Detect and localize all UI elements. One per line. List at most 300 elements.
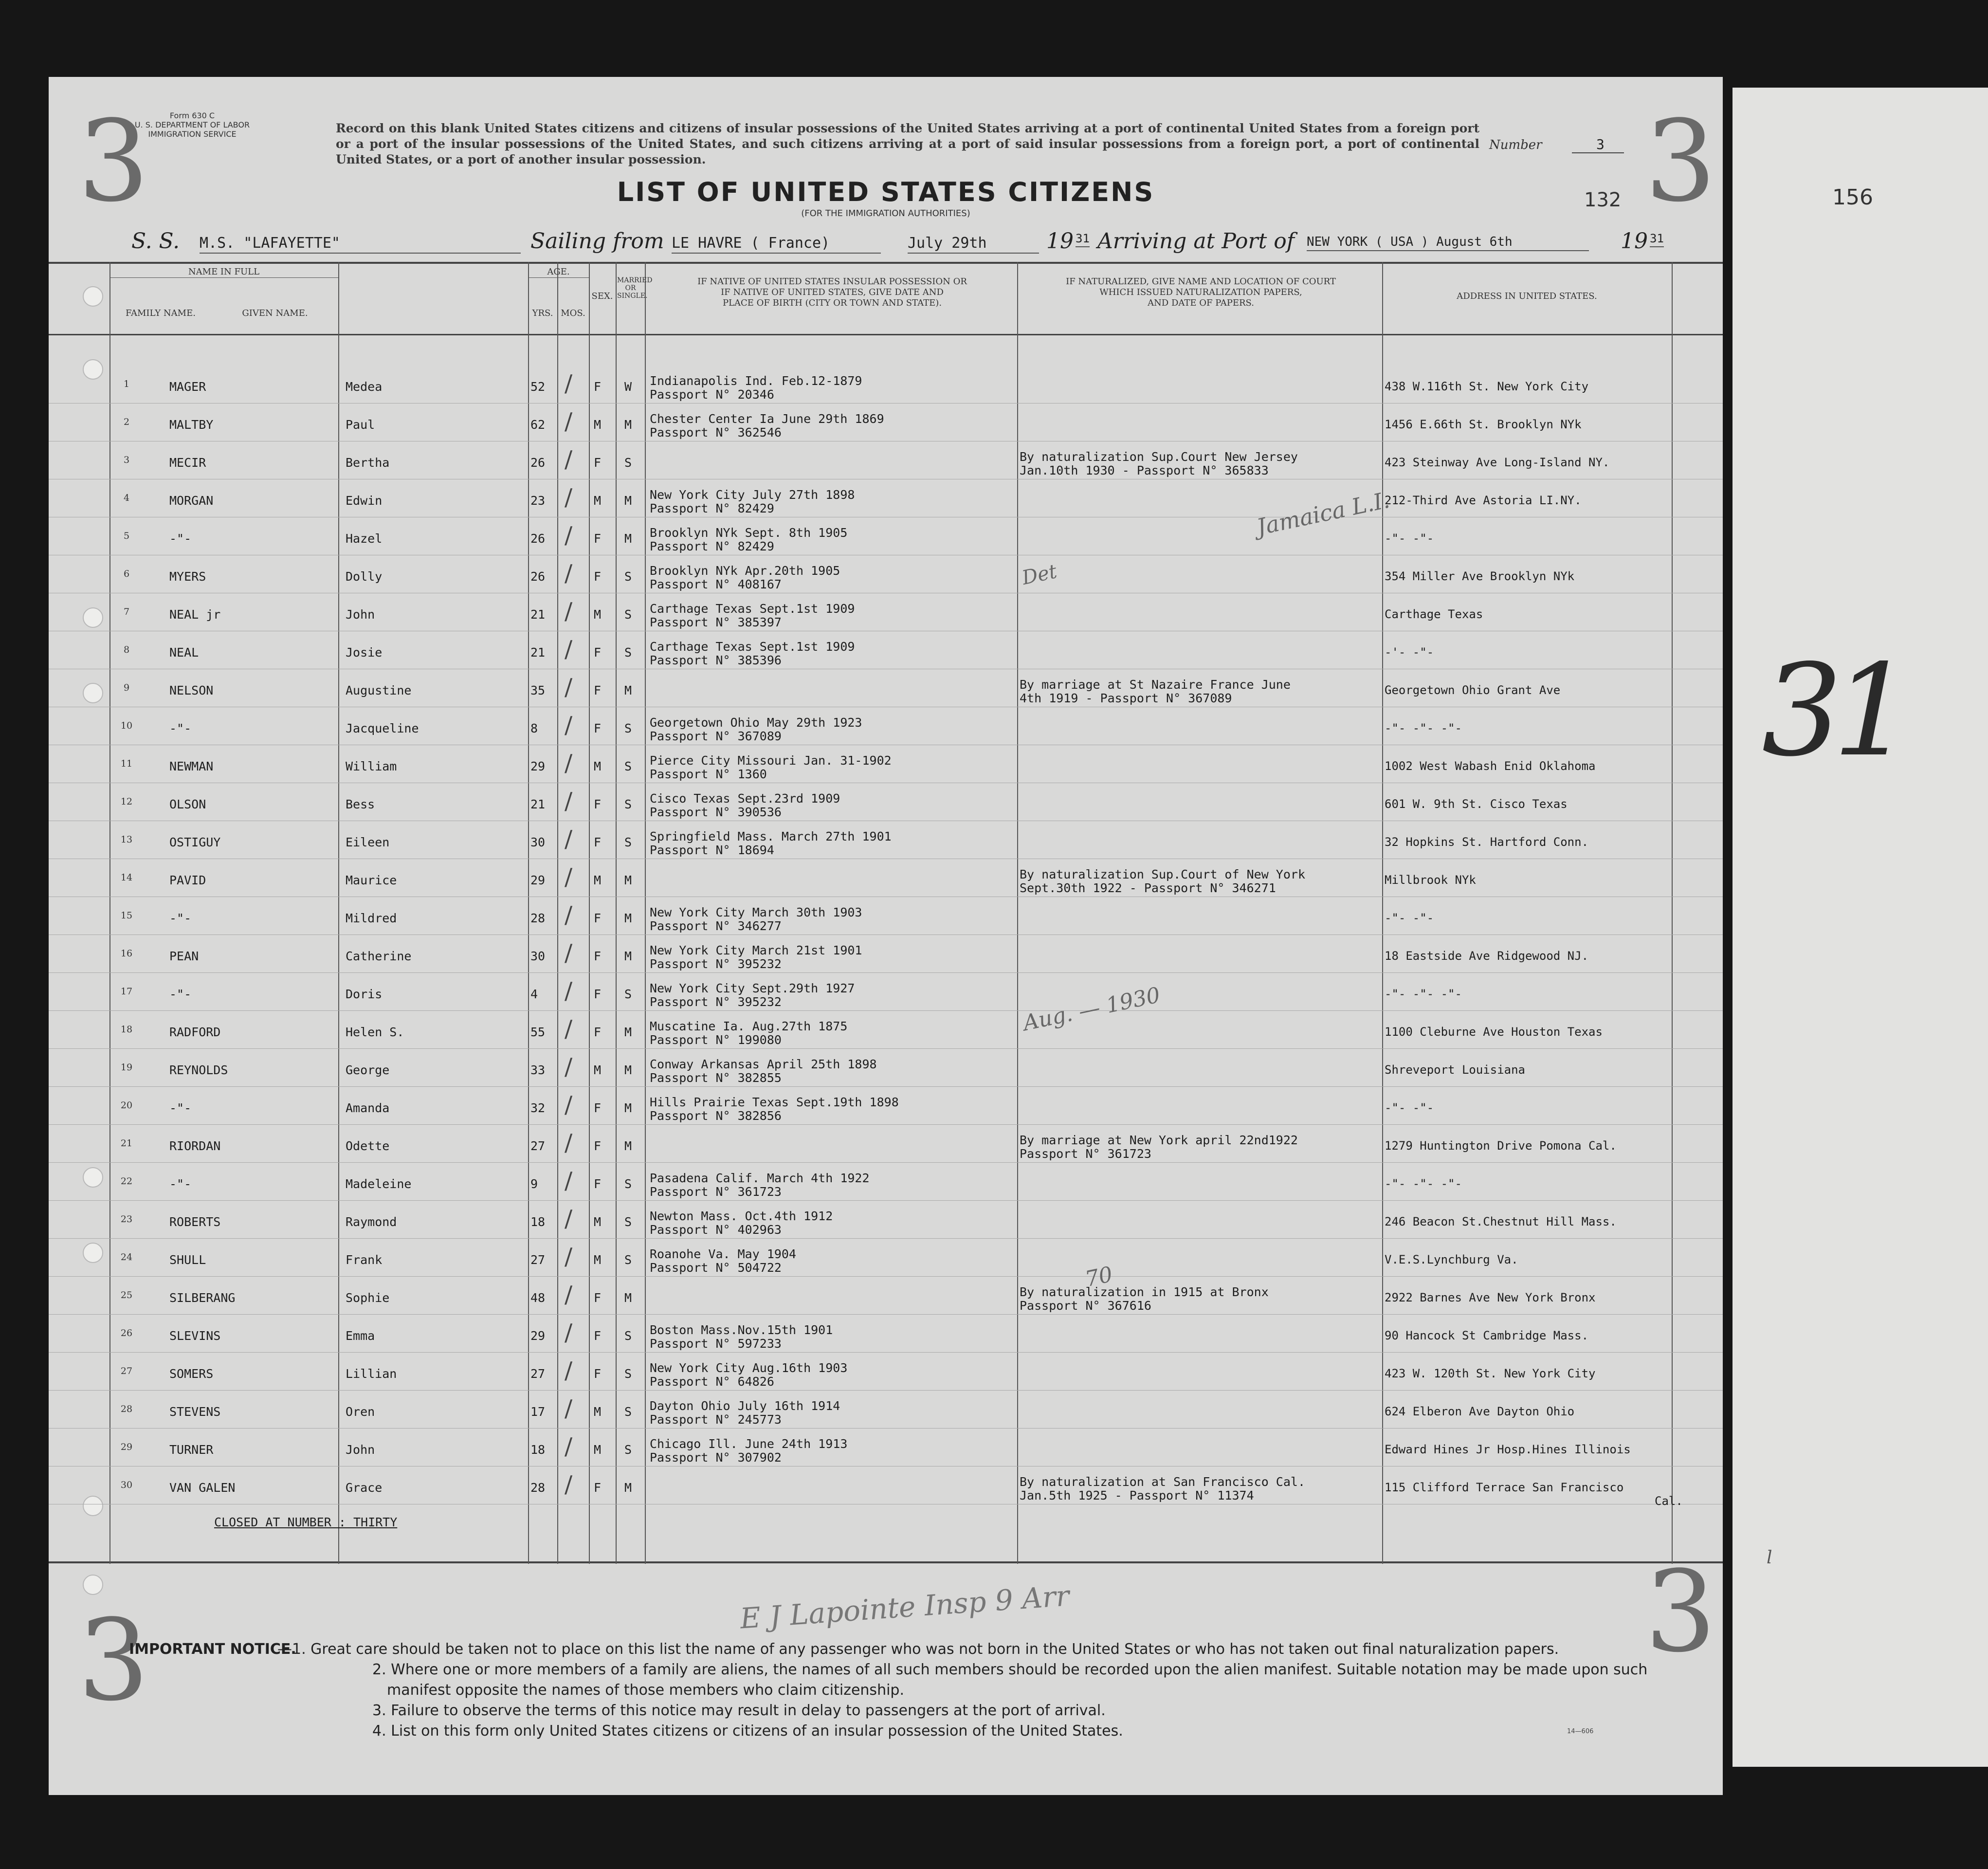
given-name: Emma <box>346 1329 375 1343</box>
family-name: NEAL <box>169 645 199 660</box>
given-name: Jacqueline <box>346 721 419 735</box>
given-name: George <box>346 1063 390 1077</box>
age-years: 9 <box>530 1177 538 1191</box>
date-from: July 29th <box>908 235 1039 254</box>
notice-item-3: 3. Failure to observe the terms of this notice may result in delay to passengers at the port of arrival. <box>372 1702 1106 1719</box>
birth-place-date: Carthage Texas Sept.1st 1909 <box>650 640 855 654</box>
family-name: NEAL jr <box>169 607 221 622</box>
birth-passport: Passport N° 82429 <box>650 539 774 553</box>
birth-place-date: Chester Center Ia June 29th 1869 <box>650 412 884 426</box>
row-number: 19 <box>120 1062 133 1073</box>
sex: F <box>594 1177 602 1191</box>
age-years: 30 <box>530 949 546 963</box>
marital-status: M <box>624 494 632 508</box>
sex: M <box>594 1443 602 1457</box>
given-name: Bertha <box>346 456 390 470</box>
family-name: SHULL <box>169 1253 206 1267</box>
family-name: MECIR <box>169 456 206 470</box>
header-naturalized: IF NATURALIZED, GIVE NAME AND LOCATION OF COURT WHICH ISSUED NATURALIZATION PAPERS, AND DATE OF PAPERS. <box>1066 276 1336 308</box>
row-number: 15 <box>120 910 133 921</box>
naturalization-date: Sept.30th 1922 - Passport N° 346271 <box>1020 881 1276 895</box>
address: -"- -"- -"- <box>1385 987 1462 1001</box>
age-years: 8 <box>530 721 538 735</box>
number-value: 3 <box>1572 136 1624 153</box>
given-name: Dolly <box>346 569 383 584</box>
given-name: Mildred <box>346 911 397 925</box>
marital-status: S <box>624 645 632 660</box>
row-number: 4 <box>123 493 130 503</box>
marital-status: M <box>624 1139 632 1153</box>
row-number: 23 <box>120 1214 133 1225</box>
family-name: -"- <box>169 911 192 925</box>
sex: M <box>594 1253 602 1267</box>
ss-label: S. S. <box>131 229 180 254</box>
birth-passport: Passport N° 385396 <box>650 653 782 667</box>
address: V.E.S.Lynchburg Va. <box>1385 1253 1518 1266</box>
given-name: Maurice <box>346 873 397 887</box>
row-number: 12 <box>120 796 133 807</box>
column-divider <box>338 262 339 1564</box>
sex: F <box>594 531 602 546</box>
naturalization-date: Passport N° 361723 <box>1020 1147 1151 1161</box>
marital-status: S <box>624 835 632 849</box>
age-years: 18 <box>530 1443 546 1457</box>
row-number: 13 <box>120 834 133 845</box>
row-number: 16 <box>120 948 133 959</box>
sex: F <box>594 1101 602 1115</box>
tally-mark: / <box>565 446 573 473</box>
birth-place-date: Chicago Ill. June 24th 1913 <box>650 1437 848 1451</box>
row-number: 18 <box>120 1024 133 1035</box>
age-years: 21 <box>530 797 546 811</box>
naturalization-date: Jan.10th 1930 - Passport N° 365833 <box>1020 463 1269 477</box>
row-number: 20 <box>120 1100 133 1111</box>
row-rule <box>49 1048 1723 1049</box>
sex: F <box>594 1139 602 1153</box>
header-address: ADDRESS IN UNITED STATES. <box>1457 291 1597 301</box>
marital-status: M <box>624 1063 632 1077</box>
binder-hole <box>83 1575 103 1595</box>
address: 246 Beacon St.Chestnut Hill Mass. <box>1385 1215 1617 1228</box>
family-name: MAGER <box>169 380 206 394</box>
sex: F <box>594 797 602 811</box>
column-divider <box>557 262 558 1564</box>
row-rule <box>49 1314 1723 1315</box>
header-given-name: GIVEN NAME. <box>242 308 308 318</box>
age-years: 29 <box>530 873 546 887</box>
tally-mark: / <box>565 598 573 625</box>
birth-place-date: New York City July 27th 1898 <box>650 488 855 502</box>
family-name: MALTBY <box>169 418 214 432</box>
tally-mark: / <box>565 674 573 701</box>
birth-passport: Passport N° 82429 <box>650 501 774 515</box>
marital-status: S <box>624 721 632 735</box>
address: 438 W.116th St. New York City <box>1385 380 1589 393</box>
birth-place-date: New York City Sept.29th 1927 <box>650 981 855 995</box>
birth-passport: Passport N° 361723 <box>650 1185 782 1199</box>
sex: M <box>594 418 602 432</box>
column-divider <box>1017 262 1018 1564</box>
birth-place-date: Cisco Texas Sept.23rd 1909 <box>650 791 840 806</box>
given-name: John <box>346 1443 375 1457</box>
record-instructions: Record on this blank United States citizens and citizens of insular possessions of the United States arriving at a port of continental United States from a foreign port or a port of the insular possessions of the United States, and such citizens arriving at a port of said insular possessions from a foreign port, a port of continental United States, or a port of another insular possession. <box>336 121 1479 166</box>
header-sex: SEX. <box>591 291 613 301</box>
naturalization-court: By naturalization in 1915 at Bronx <box>1020 1285 1269 1299</box>
address: 423 W. 120th St. New York City <box>1385 1367 1596 1380</box>
age-years: 18 <box>530 1215 546 1229</box>
tally-mark: / <box>565 1281 573 1308</box>
sex: F <box>594 835 602 849</box>
marital-status: M <box>624 1481 632 1495</box>
passenger-table <box>49 262 1723 1564</box>
row-number: 3 <box>123 455 130 465</box>
sex: F <box>594 949 602 963</box>
marital-status: S <box>624 569 632 584</box>
tally-mark: / <box>565 825 573 853</box>
given-name: Doris <box>346 987 383 1001</box>
sex: F <box>594 1367 602 1381</box>
address: Edward Hines Jr Hosp.Hines Illinois <box>1385 1443 1631 1456</box>
family-name: NEWMAN <box>169 759 214 773</box>
row-rule <box>49 1352 1723 1353</box>
tally-mark: / <box>565 977 573 1005</box>
marital-status: S <box>624 987 632 1001</box>
row-number: 27 <box>120 1366 133 1376</box>
row-rule <box>49 1086 1723 1087</box>
birth-passport: Passport N° 382855 <box>650 1071 782 1085</box>
header-age: AGE. <box>528 267 589 278</box>
address: Shreveport Louisiana <box>1385 1063 1525 1077</box>
birth-passport: Passport N° 1360 <box>650 767 767 781</box>
tally-mark: / <box>565 522 573 549</box>
corner-number-bottom-left: 3 <box>78 1596 149 1726</box>
corner-number-top-left: 3 <box>78 97 149 227</box>
age-years: 29 <box>530 1329 546 1343</box>
row-number: 2 <box>123 417 130 427</box>
annotation-aug-1930: Aug. — 1930 <box>1021 982 1163 1036</box>
row-number: 24 <box>120 1252 133 1263</box>
naturalization-court: By naturalization Sup.Court New Jersey <box>1020 450 1298 464</box>
family-name: MYERS <box>169 569 206 584</box>
tally-mark: / <box>565 788 573 815</box>
sex: F <box>594 1025 602 1039</box>
given-name: Catherine <box>346 949 412 963</box>
age-years: 33 <box>530 1063 546 1077</box>
birth-passport: Passport N° 18694 <box>650 843 774 857</box>
tally-mark: / <box>565 750 573 777</box>
row-number: 14 <box>120 872 133 883</box>
naturalization-court: By naturalization Sup.Court of New York <box>1020 867 1305 881</box>
ship-name: M.S. "LAFAYETTE" <box>200 235 521 254</box>
tally-mark: / <box>565 1205 573 1232</box>
age-years: 17 <box>530 1405 546 1419</box>
age-years: 55 <box>530 1025 546 1039</box>
family-name: -"- <box>169 987 192 1001</box>
tally-mark: / <box>565 1357 573 1384</box>
row-rule <box>49 1124 1723 1125</box>
tally-mark: / <box>565 1129 573 1156</box>
closed-at-number: CLOSED AT NUMBER : THIRTY <box>214 1515 398 1529</box>
family-name: -"- <box>169 1177 192 1191</box>
tally-mark: / <box>565 1053 573 1081</box>
address: -"- -"- <box>1385 1101 1434 1115</box>
port-to: NEW YORK ( USA ) August 6th <box>1307 235 1589 251</box>
address: Millbrook NYk <box>1385 873 1476 887</box>
sex: M <box>594 494 602 508</box>
age-years: 23 <box>530 494 546 508</box>
sex: F <box>594 683 602 697</box>
address: 32 Hopkins St. Hartford Conn. <box>1385 835 1589 849</box>
column-divider <box>616 262 617 1564</box>
tally-mark: / <box>565 901 573 929</box>
given-name: Madeleine <box>346 1177 412 1191</box>
birth-place-date: Pierce City Missouri Jan. 31-1902 <box>650 753 892 768</box>
tally-mark: / <box>565 1433 573 1460</box>
family-name: PEAN <box>169 949 199 963</box>
family-name: NELSON <box>169 683 214 697</box>
backing-sheet <box>1733 88 1988 1767</box>
row-rule <box>49 972 1723 973</box>
row-number: 22 <box>120 1176 133 1187</box>
manifest-form <box>49 77 1723 1795</box>
marital-status: M <box>624 873 632 887</box>
inspector-signature: E J Lapointe Insp 9 Arr <box>739 1579 1071 1635</box>
birth-place-date: New York City March 30th 1903 <box>650 905 862 919</box>
family-name: TURNER <box>169 1443 214 1457</box>
table-bottom-rule <box>49 1561 1723 1563</box>
address: Georgetown Ohio Grant Ave <box>1385 683 1561 697</box>
given-name: Frank <box>346 1253 383 1267</box>
marital-status: W <box>624 380 632 394</box>
address: 18 Eastside Ave Ridgewood NJ. <box>1385 949 1589 963</box>
tally-mark: / <box>565 1471 573 1498</box>
address: -'- -"- <box>1385 645 1434 659</box>
annotation-seventy: 70 <box>1083 1262 1115 1292</box>
port-from: LE HAVRE ( France) <box>672 235 881 254</box>
marital-status: S <box>624 1177 632 1191</box>
year-to: 31 <box>1650 232 1664 247</box>
row-rule <box>49 1390 1723 1391</box>
form-title: LIST OF UNITED STATES CITIZENS <box>617 177 1155 207</box>
row-number: 1 <box>123 379 130 389</box>
column-divider <box>1382 262 1383 1564</box>
family-name: ROBERTS <box>169 1215 221 1229</box>
address: -"- -"- -"- <box>1385 1177 1462 1191</box>
row-number: 28 <box>120 1404 133 1414</box>
notice-item-4: 4. List on this form only United States citizens or citizens of an insular possession of the United States. <box>372 1722 1123 1740</box>
marital-status: S <box>624 1215 632 1229</box>
birth-passport: Passport N° 346277 <box>650 919 782 933</box>
tally-mark: / <box>565 712 573 739</box>
sex: F <box>594 1329 602 1343</box>
naturalization-date: Passport N° 367616 <box>1020 1299 1151 1313</box>
age-years: 30 <box>530 835 546 849</box>
birth-passport: Passport N° 64826 <box>650 1374 774 1389</box>
address: 601 W. 9th St. Cisco Texas <box>1385 797 1568 811</box>
given-name: Josie <box>346 645 383 660</box>
sex: F <box>594 645 602 660</box>
notice-item-2: 2. Where one or more members of a family are aliens, the names of all such members should be recorded upon the alien manifest. Suitable notation may be made upon such <box>372 1661 1648 1678</box>
row-number: 26 <box>120 1328 133 1338</box>
birth-passport: Passport N° 390536 <box>650 805 782 819</box>
notice-item-1: —1. Great care should be taken not to place on this list the name of any passenger who was not born in the United States or who has not taken out final naturalization papers. <box>277 1641 1559 1658</box>
given-name: Paul <box>346 418 375 432</box>
address: 212-Third Ave Astoria LI.NY. <box>1385 494 1582 507</box>
row-number: 25 <box>120 1290 133 1301</box>
address: 624 Elberon Ave Dayton Ohio <box>1385 1405 1575 1418</box>
header-mos: MOS. <box>561 308 585 318</box>
birth-place-date: Carthage Texas Sept.1st 1909 <box>650 602 855 616</box>
header-birth: IF NATIVE OF UNITED STATES INSULAR POSSESSION OR IF NATIVE OF UNITED STATES, GIVE DATE AND PLACE OF BIRTH (CITY OR TOWN AND STATE). <box>697 276 967 308</box>
form-code: 14—606 <box>1567 1728 1594 1735</box>
address: 115 Clifford Terrace San Francisco <box>1385 1481 1624 1494</box>
given-name: Augustine <box>346 683 412 697</box>
year-prefix-to: 19 <box>1621 229 1648 254</box>
birth-place-date: Conway Arkansas April 25th 1898 <box>650 1057 877 1071</box>
address: 1279 Huntington Drive Pomona Cal. <box>1385 1139 1617 1153</box>
notice-lead: IMPORTANT NOTICE. <box>129 1641 296 1658</box>
sex: F <box>594 1291 602 1305</box>
address: -"- -"- <box>1385 911 1434 925</box>
tally-mark: / <box>565 939 573 967</box>
header-married-single: MARRIED OR SINGLE. <box>617 276 653 300</box>
sex: F <box>594 721 602 735</box>
row-rule <box>49 1200 1723 1201</box>
given-name: Medea <box>346 380 383 394</box>
row-number: 6 <box>123 568 130 579</box>
birth-passport: Passport N° 504722 <box>650 1261 782 1275</box>
age-years: 21 <box>530 607 546 622</box>
column-divider <box>109 262 110 1564</box>
sex: M <box>594 1405 602 1419</box>
age-years: 48 <box>530 1291 546 1305</box>
table-header-rule <box>49 334 1723 335</box>
family-name: PAVID <box>169 873 206 887</box>
side-page-number: 156 <box>1832 185 1873 210</box>
marital-status: S <box>624 797 632 811</box>
birth-place-date: Dayton Ohio July 16th 1914 <box>650 1399 840 1413</box>
age-years: 26 <box>530 569 546 584</box>
address-continuation: Cal. <box>1655 1494 1683 1508</box>
birth-passport: Passport N° 597233 <box>650 1337 782 1351</box>
given-name: Bess <box>346 797 375 811</box>
naturalization-date: 4th 1919 - Passport N° 367089 <box>1020 691 1232 705</box>
marital-status: M <box>624 1101 632 1115</box>
family-name: MORGAN <box>169 494 214 508</box>
sex: M <box>594 873 602 887</box>
notice-item-2-cont: manifest opposite the names of those members who claim citizenship. <box>387 1682 904 1699</box>
year-from: 31 <box>1076 232 1090 247</box>
birth-place-date: Roanohe Va. May 1904 <box>650 1247 797 1261</box>
given-name: John <box>346 607 375 622</box>
sex: M <box>594 759 602 773</box>
address: 1456 E.66th St. Brooklyn NYk <box>1385 418 1582 431</box>
birth-place-date: Pasadena Calif. March 4th 1922 <box>650 1171 870 1185</box>
naturalization-court: By naturalization at San Francisco Cal. <box>1020 1475 1305 1489</box>
row-number: 8 <box>123 644 130 655</box>
given-name: Helen S. <box>346 1025 404 1039</box>
marital-status: S <box>624 1367 632 1381</box>
header-family-name: FAMILY NAME. <box>126 308 196 318</box>
birth-place-date: New York City March 21st 1901 <box>650 943 862 957</box>
family-name: VAN GALEN <box>169 1481 236 1495</box>
address: 423 Steinway Ave Long-Island NY. <box>1385 456 1610 469</box>
age-years: 26 <box>530 531 546 546</box>
tally-mark: / <box>565 1395 573 1422</box>
age-years: 29 <box>530 759 546 773</box>
sex: F <box>594 569 602 584</box>
given-name: Oren <box>346 1405 375 1419</box>
birth-passport: Passport N° 367089 <box>650 729 782 743</box>
birth-passport: Passport N° 199080 <box>650 1033 782 1047</box>
sailing-from-label: Sailing from <box>530 229 664 254</box>
family-name: SLEVINS <box>169 1329 221 1343</box>
row-number: 7 <box>123 606 130 617</box>
naturalization-court: By marriage at St Nazaire France June <box>1020 678 1291 692</box>
marital-status: S <box>624 1329 632 1343</box>
row-rule <box>49 1428 1723 1429</box>
given-name: Edwin <box>346 494 383 508</box>
marital-status: M <box>624 1291 632 1305</box>
given-name: Amanda <box>346 1101 390 1115</box>
address: -"- -"- -"- <box>1385 721 1462 735</box>
given-name: Eileen <box>346 835 390 849</box>
family-name: -"- <box>169 1101 192 1115</box>
pencil-mark: l <box>1767 1548 1772 1568</box>
tally-mark: / <box>565 1015 573 1043</box>
birth-place-date: Boston Mass.Nov.15th 1901 <box>650 1323 833 1337</box>
sex: M <box>594 607 602 622</box>
row-rule <box>49 934 1723 935</box>
marital-status: M <box>624 683 632 697</box>
family-name: -"- <box>169 531 192 546</box>
given-name: Lillian <box>346 1367 397 1381</box>
age-years: 28 <box>530 911 546 925</box>
sailing-line <box>131 229 1689 258</box>
year-prefix-from: 19 <box>1046 229 1074 254</box>
table-top-rule <box>49 262 1723 264</box>
form-subtitle: (FOR THE IMMIGRATION AUTHORITIES) <box>801 208 970 219</box>
corner-number-top-right: 3 <box>1645 97 1716 227</box>
age-years: 27 <box>530 1367 546 1381</box>
row-rule <box>49 1276 1723 1277</box>
family-name: OLSON <box>169 797 206 811</box>
sex: M <box>594 1215 602 1229</box>
birth-passport: Passport N° 408167 <box>650 577 782 591</box>
given-name: Odette <box>346 1139 390 1153</box>
age-years: 4 <box>530 987 538 1001</box>
birth-passport: Passport N° 307902 <box>650 1450 782 1465</box>
address: Carthage Texas <box>1385 607 1483 621</box>
family-name: SOMERS <box>169 1367 214 1381</box>
family-name: RIORDAN <box>169 1139 221 1153</box>
marital-status: M <box>624 911 632 925</box>
birth-place-date: Brooklyn NYk Apr.20th 1905 <box>650 564 840 578</box>
address: 354 Miller Ave Brooklyn NYk <box>1385 569 1575 583</box>
birth-passport: Passport N° 245773 <box>650 1412 782 1427</box>
row-rule <box>49 1162 1723 1163</box>
header-yrs: YRS. <box>532 308 553 318</box>
tally-mark: / <box>565 370 573 397</box>
column-divider <box>1672 262 1673 1564</box>
marital-status: M <box>624 418 632 432</box>
age-years: 35 <box>530 683 546 697</box>
birth-passport: Passport N° 20346 <box>650 387 774 402</box>
row-number: 21 <box>120 1138 133 1149</box>
age-years: 21 <box>530 645 546 660</box>
naturalization-court: By marriage at New York april 22nd1922 <box>1020 1133 1298 1147</box>
marital-status: S <box>624 1253 632 1267</box>
